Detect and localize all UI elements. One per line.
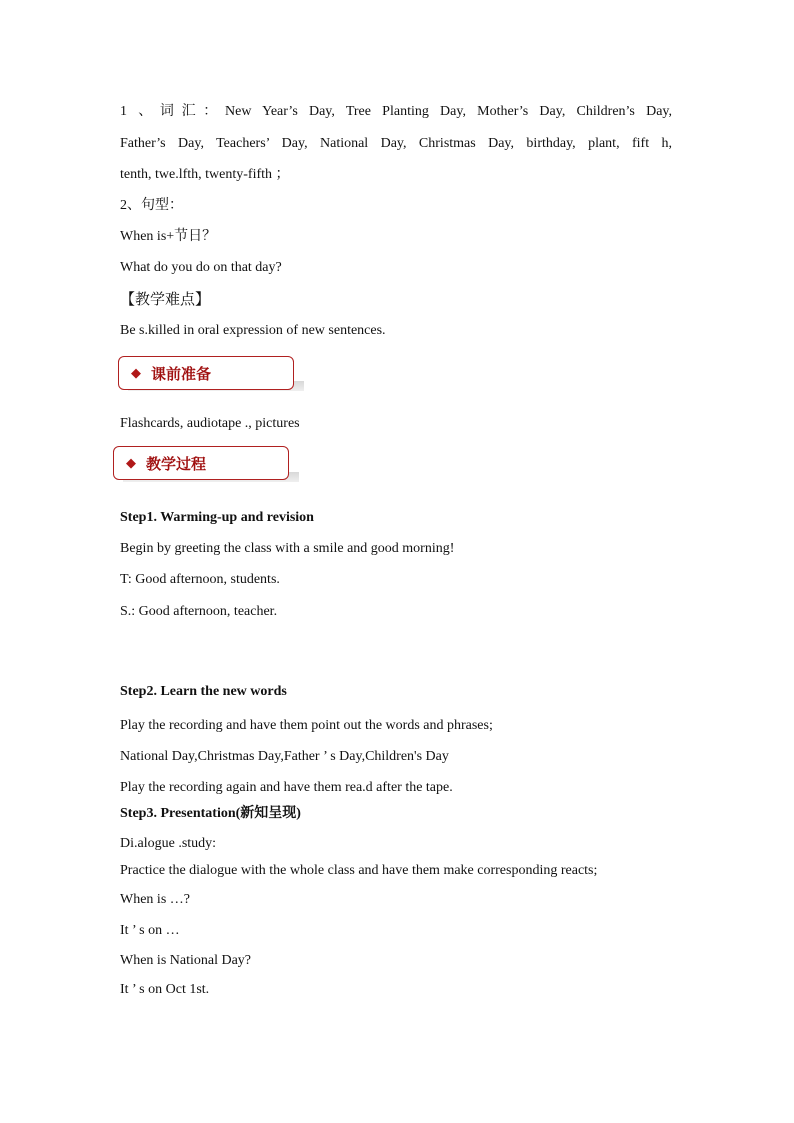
process-section-header [113,446,289,480]
process-section-label: 教学过程 [146,454,207,473]
vocab-line-1: 1 、词汇：New Year’s Day, Tree Planting Day, Mother’s Day, Children’s Day, [120,104,672,119]
patterns-heading: 2、句型： [120,198,183,213]
step2-title: Step2. Learn the new words [120,684,287,699]
step1-title: Step1. Warming-up and revision [120,510,314,525]
step3-line-2: Practice the dialogue with the whole class and have them make corresponding reacts; [120,863,598,878]
diamond-icon: ◆ [126,455,136,471]
diamond-icon: ◆ [131,365,141,381]
vocab-line-3: tenth, twe.lfth, twenty-fifth ； [120,167,290,182]
prep-section-header [118,356,294,390]
step3-line-6: It ’ s on Oct 1st. [120,982,210,997]
step1-line-1: Begin by greeting the class with a smile and good morning! [120,541,455,556]
step3-title: Step3. Presentation(新知呈现) [120,806,301,821]
prep-section-label: 课前准备 [151,364,212,383]
step1-line-3: S.: Good afternoon, teacher. [120,604,278,619]
step3-line-3: When is …? [120,892,190,907]
step2-line-3: Play the recording again and have them rea.d after the tape. [120,780,453,795]
difficulty-heading: 【教学难点】 [120,290,211,308]
step2-line-1: Play the recording and have them point out the words and phrases; [120,718,493,733]
step2-line-2: National Day,Christmas Day,Father ’ s Day,Children's Day [120,749,449,764]
pattern-line-2: What do you do on that day? [120,260,282,275]
step3-line-4: It ’ s on … [120,923,180,938]
step3-line-5: When is National Day? [120,953,252,968]
step3-line-1: Di.alogue .study: [120,836,217,851]
step1-line-2: T: Good afternoon, students. [120,572,280,587]
pattern-line-1: When is+节日？ [120,229,217,244]
prep-materials-text: Flashcards, audiotape ., pictures [120,416,300,431]
vocab-line-2: Father’s Day, Teachers’ Day, National Day, Christmas Day, birthday, plant, fift h, [120,136,672,151]
difficulty-text: Be s.killed in oral expression of new sentences. [120,323,386,338]
